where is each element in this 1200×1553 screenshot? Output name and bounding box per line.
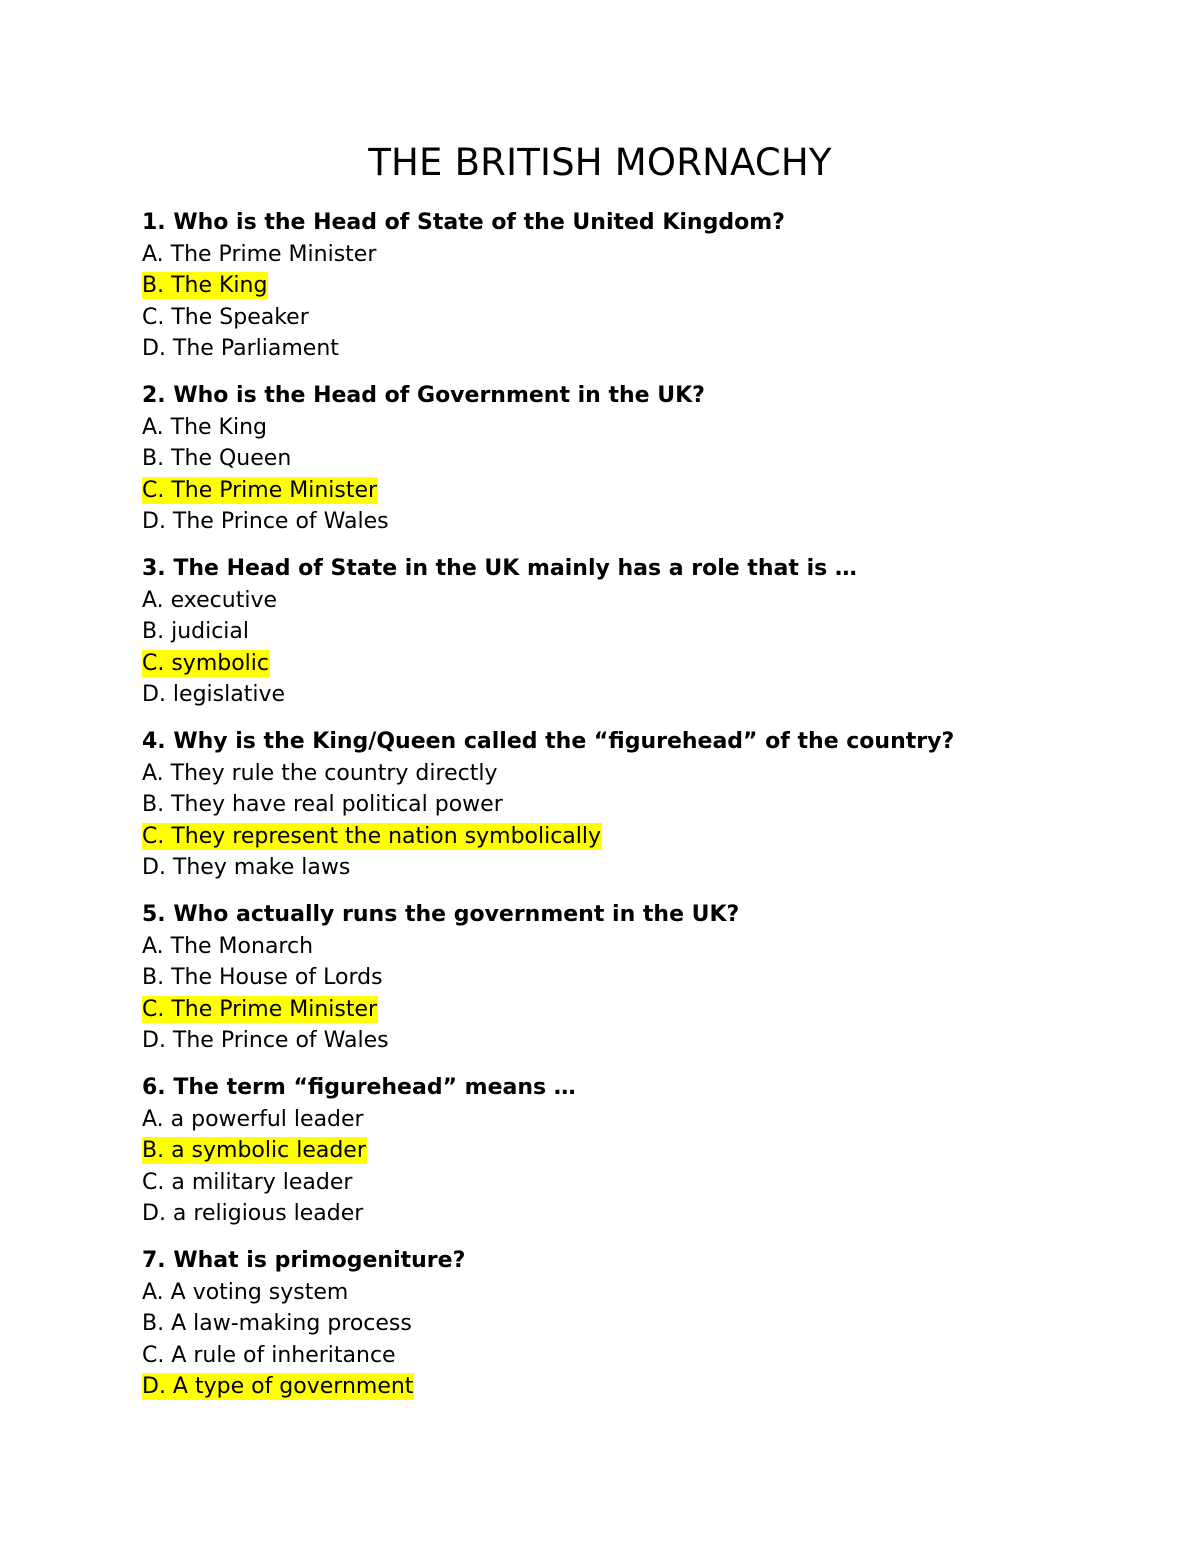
- answer-option-d: D. The Parliament: [142, 336, 339, 361]
- answer-option-b: B. A law-making process: [142, 1311, 412, 1336]
- question-2: [142, 380, 1122, 538]
- answer-option-a: A. The Prime Minister: [142, 241, 377, 267]
- answer-option-c: C. The Speaker: [142, 304, 309, 330]
- answer-option-a: A. A voting system: [142, 1279, 349, 1305]
- question-text: 4. Why is the King/Queen called the “figurehead” of the country?: [142, 729, 955, 754]
- question-5: [142, 899, 1122, 1057]
- question-6: [142, 1072, 1122, 1230]
- document-title: THE BRITISH MORNACHY: [368, 141, 832, 184]
- answer-option-d: D. a religious leader: [142, 1201, 364, 1226]
- answer-option-b: B. They have real political power: [142, 792, 503, 817]
- answer-option-b-highlighted: B. The King: [142, 273, 268, 298]
- answer-option-c-highlighted: C. The Prime Minister: [142, 477, 378, 503]
- question-7: [142, 1245, 1122, 1403]
- answer-option-b: B. The Queen: [142, 446, 292, 471]
- question-text: 1. Who is the Head of State of the United Kingdom?: [142, 210, 785, 235]
- question-text: 5. Who actually runs the government in the UK?: [142, 902, 740, 927]
- answer-option-c-highlighted: C. They represent the nation symbolically: [142, 823, 602, 849]
- question-list: [142, 207, 1122, 1418]
- answer-option-c: C. A rule of inheritance: [142, 1342, 396, 1368]
- question-text: 2. Who is the Head of Government in the UK?: [142, 383, 705, 408]
- answer-option-c-highlighted: C. symbolic: [142, 650, 270, 676]
- answer-option-a: A. executive: [142, 587, 278, 613]
- answer-option-b: B. judicial: [142, 619, 250, 644]
- answer-option-d: D. The Prince of Wales: [142, 1028, 389, 1053]
- question-text: 3. The Head of State in the UK mainly has a role that is …: [142, 556, 857, 581]
- question-4: [142, 726, 1122, 884]
- question-text: 7. What is primogeniture?: [142, 1248, 466, 1273]
- answer-option-d: D. The Prince of Wales: [142, 509, 389, 534]
- answer-option-a: A. a powerful leader: [142, 1106, 364, 1132]
- answer-option-d: D. They make laws: [142, 855, 351, 880]
- question-1: [142, 207, 1122, 365]
- answer-option-d-highlighted: D. A type of government: [142, 1374, 414, 1399]
- answer-option-d: D. legislative: [142, 682, 285, 707]
- answer-option-b: B. The House of Lords: [142, 965, 383, 990]
- answer-option-c-highlighted: C. The Prime Minister: [142, 996, 378, 1022]
- answer-option-b-highlighted: B. a symbolic leader: [142, 1138, 366, 1163]
- answer-option-a: A. They rule the country directly: [142, 760, 498, 786]
- answer-option-a: A. The King: [142, 414, 268, 440]
- answer-option-c: C. a military leader: [142, 1169, 353, 1195]
- question-3: [142, 553, 1122, 711]
- answer-option-a: A. The Monarch: [142, 933, 314, 959]
- question-text: 6. The term “figurehead” means …: [142, 1075, 576, 1100]
